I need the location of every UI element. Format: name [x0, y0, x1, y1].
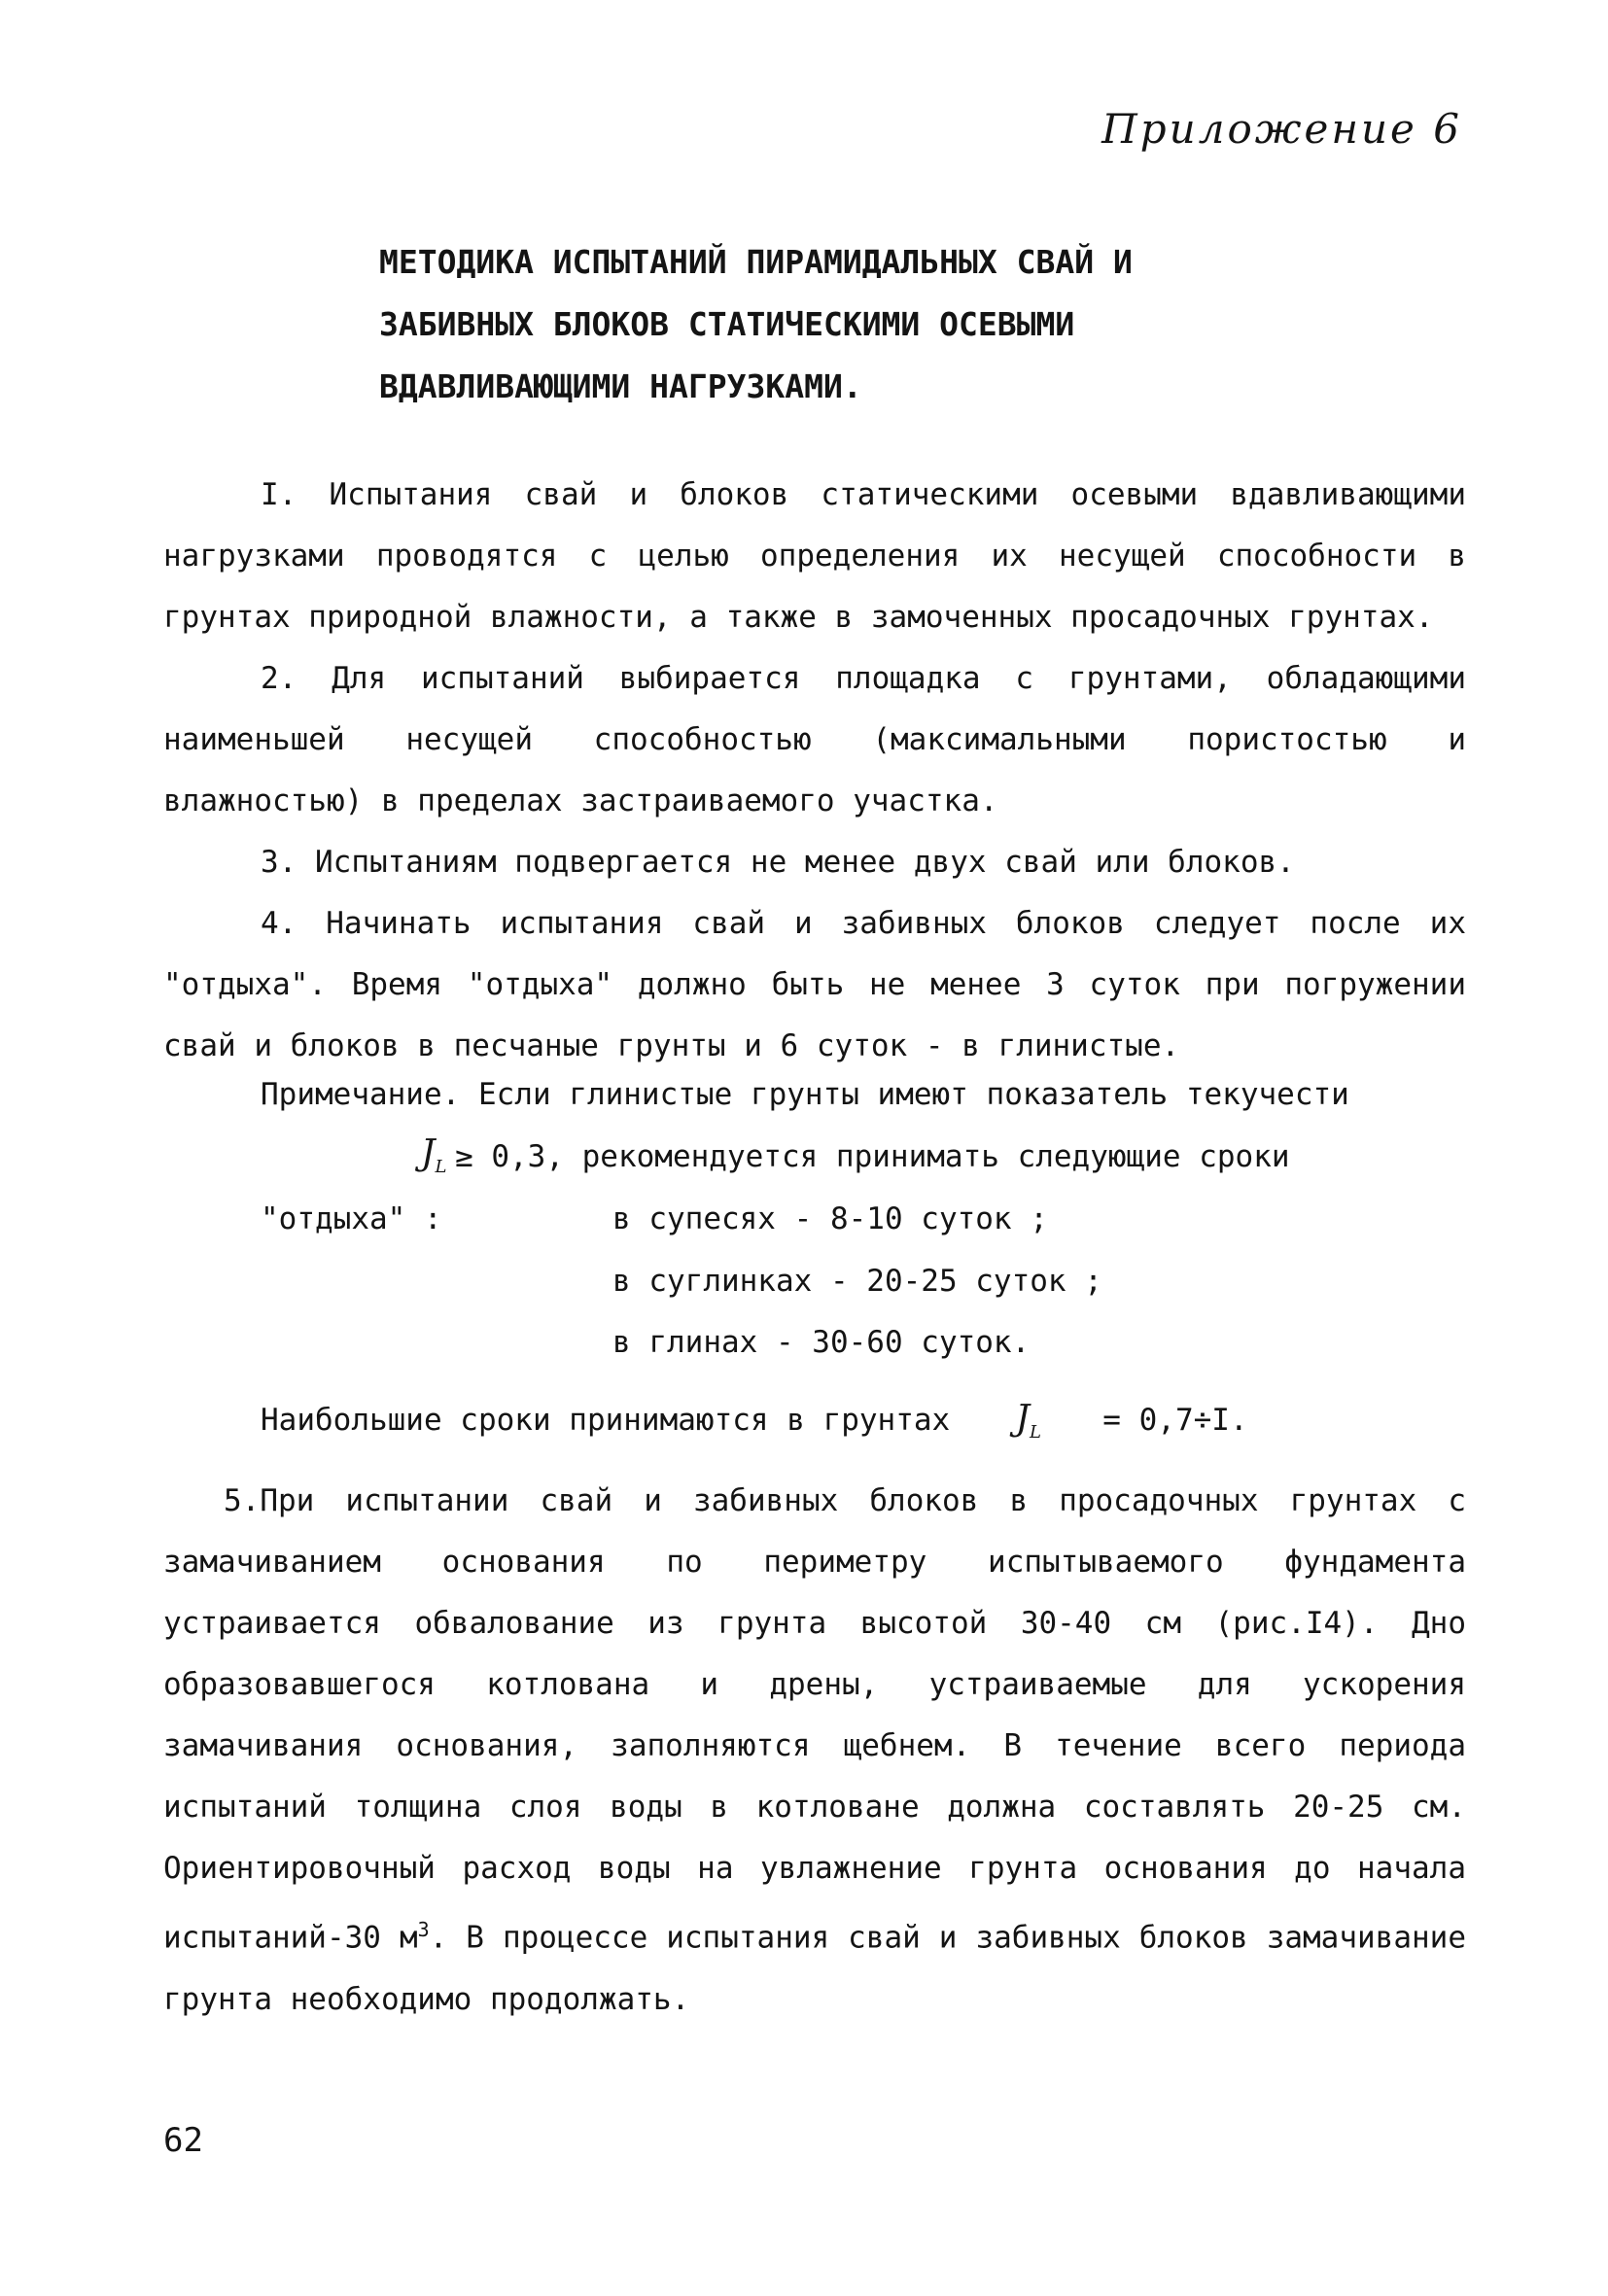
note-line-1: Примечание. Если глинистые грунты имеют показатель текучести [261, 1077, 1349, 1112]
document-body [163, 465, 1466, 2031]
paragraph-4: 4. Начинать испытания свай и забивных блоков следует после их "отдыха". Время "отдыха" должно быть не менее 3 суток при погружении свай и блоков в песчаные грунты и 6 суток - в глинистые. [163, 906, 1466, 1063]
superscript-3: 3 [417, 1918, 430, 1942]
note-block [163, 1077, 1466, 1388]
page-number: 62 [163, 2121, 203, 2160]
title-line-1: МЕТОДИКА ИСПЫТАНИЙ ПИРАМИДАЛЬНЫХ СВАЙ И [379, 243, 1133, 281]
document-title [379, 231, 1133, 418]
paragraph-2: 2. Для испытаний выбирается площадка с грунтами, обладающими наименьшей несущей способностью (максимальными пористостью и влажностью) в пределах застраиваемого участка. [163, 661, 1466, 818]
note-item-1: в супесях - 8-10 суток ; [612, 1201, 1048, 1236]
note-item-3: в глинах - 30-60 суток. [612, 1325, 1031, 1360]
note-last-prefix: Наибольшие сроки принимаются в грунтах [261, 1403, 951, 1438]
fluidity-symbol-2: $J_L$ [1015, 1399, 1041, 1444]
note-last-line [163, 1388, 1466, 1463]
title-line-3: ВДАВЛИВАЮЩИМИ НАГРУЗКАМИ. [379, 367, 862, 405]
appendix-label: Приложение 6 [1101, 105, 1462, 153]
note-item-2: в суглинках - 20-25 суток ; [612, 1264, 1102, 1299]
paragraph-3: 3. Испытаниям подвергается не менее двух свай или блоков. [261, 845, 1295, 880]
fluidity-symbol: $J_L$ [421, 1133, 447, 1178]
note-line-2: ≥ 0,3, рекомендуется принимать следующие сроки [455, 1139, 1290, 1174]
note-last-value: = 0,7÷I. [1102, 1403, 1248, 1438]
note-otdykha: "отдыха" : [261, 1201, 442, 1236]
title-line-2: ЗАБИВНЫХ БЛОКОВ СТАТИЧЕСКИМИ ОСЕВЫМИ [379, 305, 1075, 343]
paragraph-1: I. Испытания свай и блоков статическими осевыми вдавливающими нагрузками проводятся с целью определения их несущей способности в грунтах природной влажности, а также в замоченных просадочных грунтах. [163, 477, 1466, 635]
paragraph-5: 5.При испытании свай и забивных блоков в просадочных грунтах с замачиванием основания по периметру испытываемого фундамента устраивается обвалование из грунта высотой 30-40 см (рис.I4). Дно образовавшегося котлована и дрены, устраиваемые для ускорения замачивания основания, заполняются щебнем. В течение всего периода испытаний толщина слоя воды в котловане должна составлять 20-25 см. Ориентировочный расход воды на увлажнение грунта основания до начала испытаний-30 $м^3$. В процессе испытания свай и забивных блоков замачивание грунта необходимо продолжать. [163, 1483, 1466, 2017]
